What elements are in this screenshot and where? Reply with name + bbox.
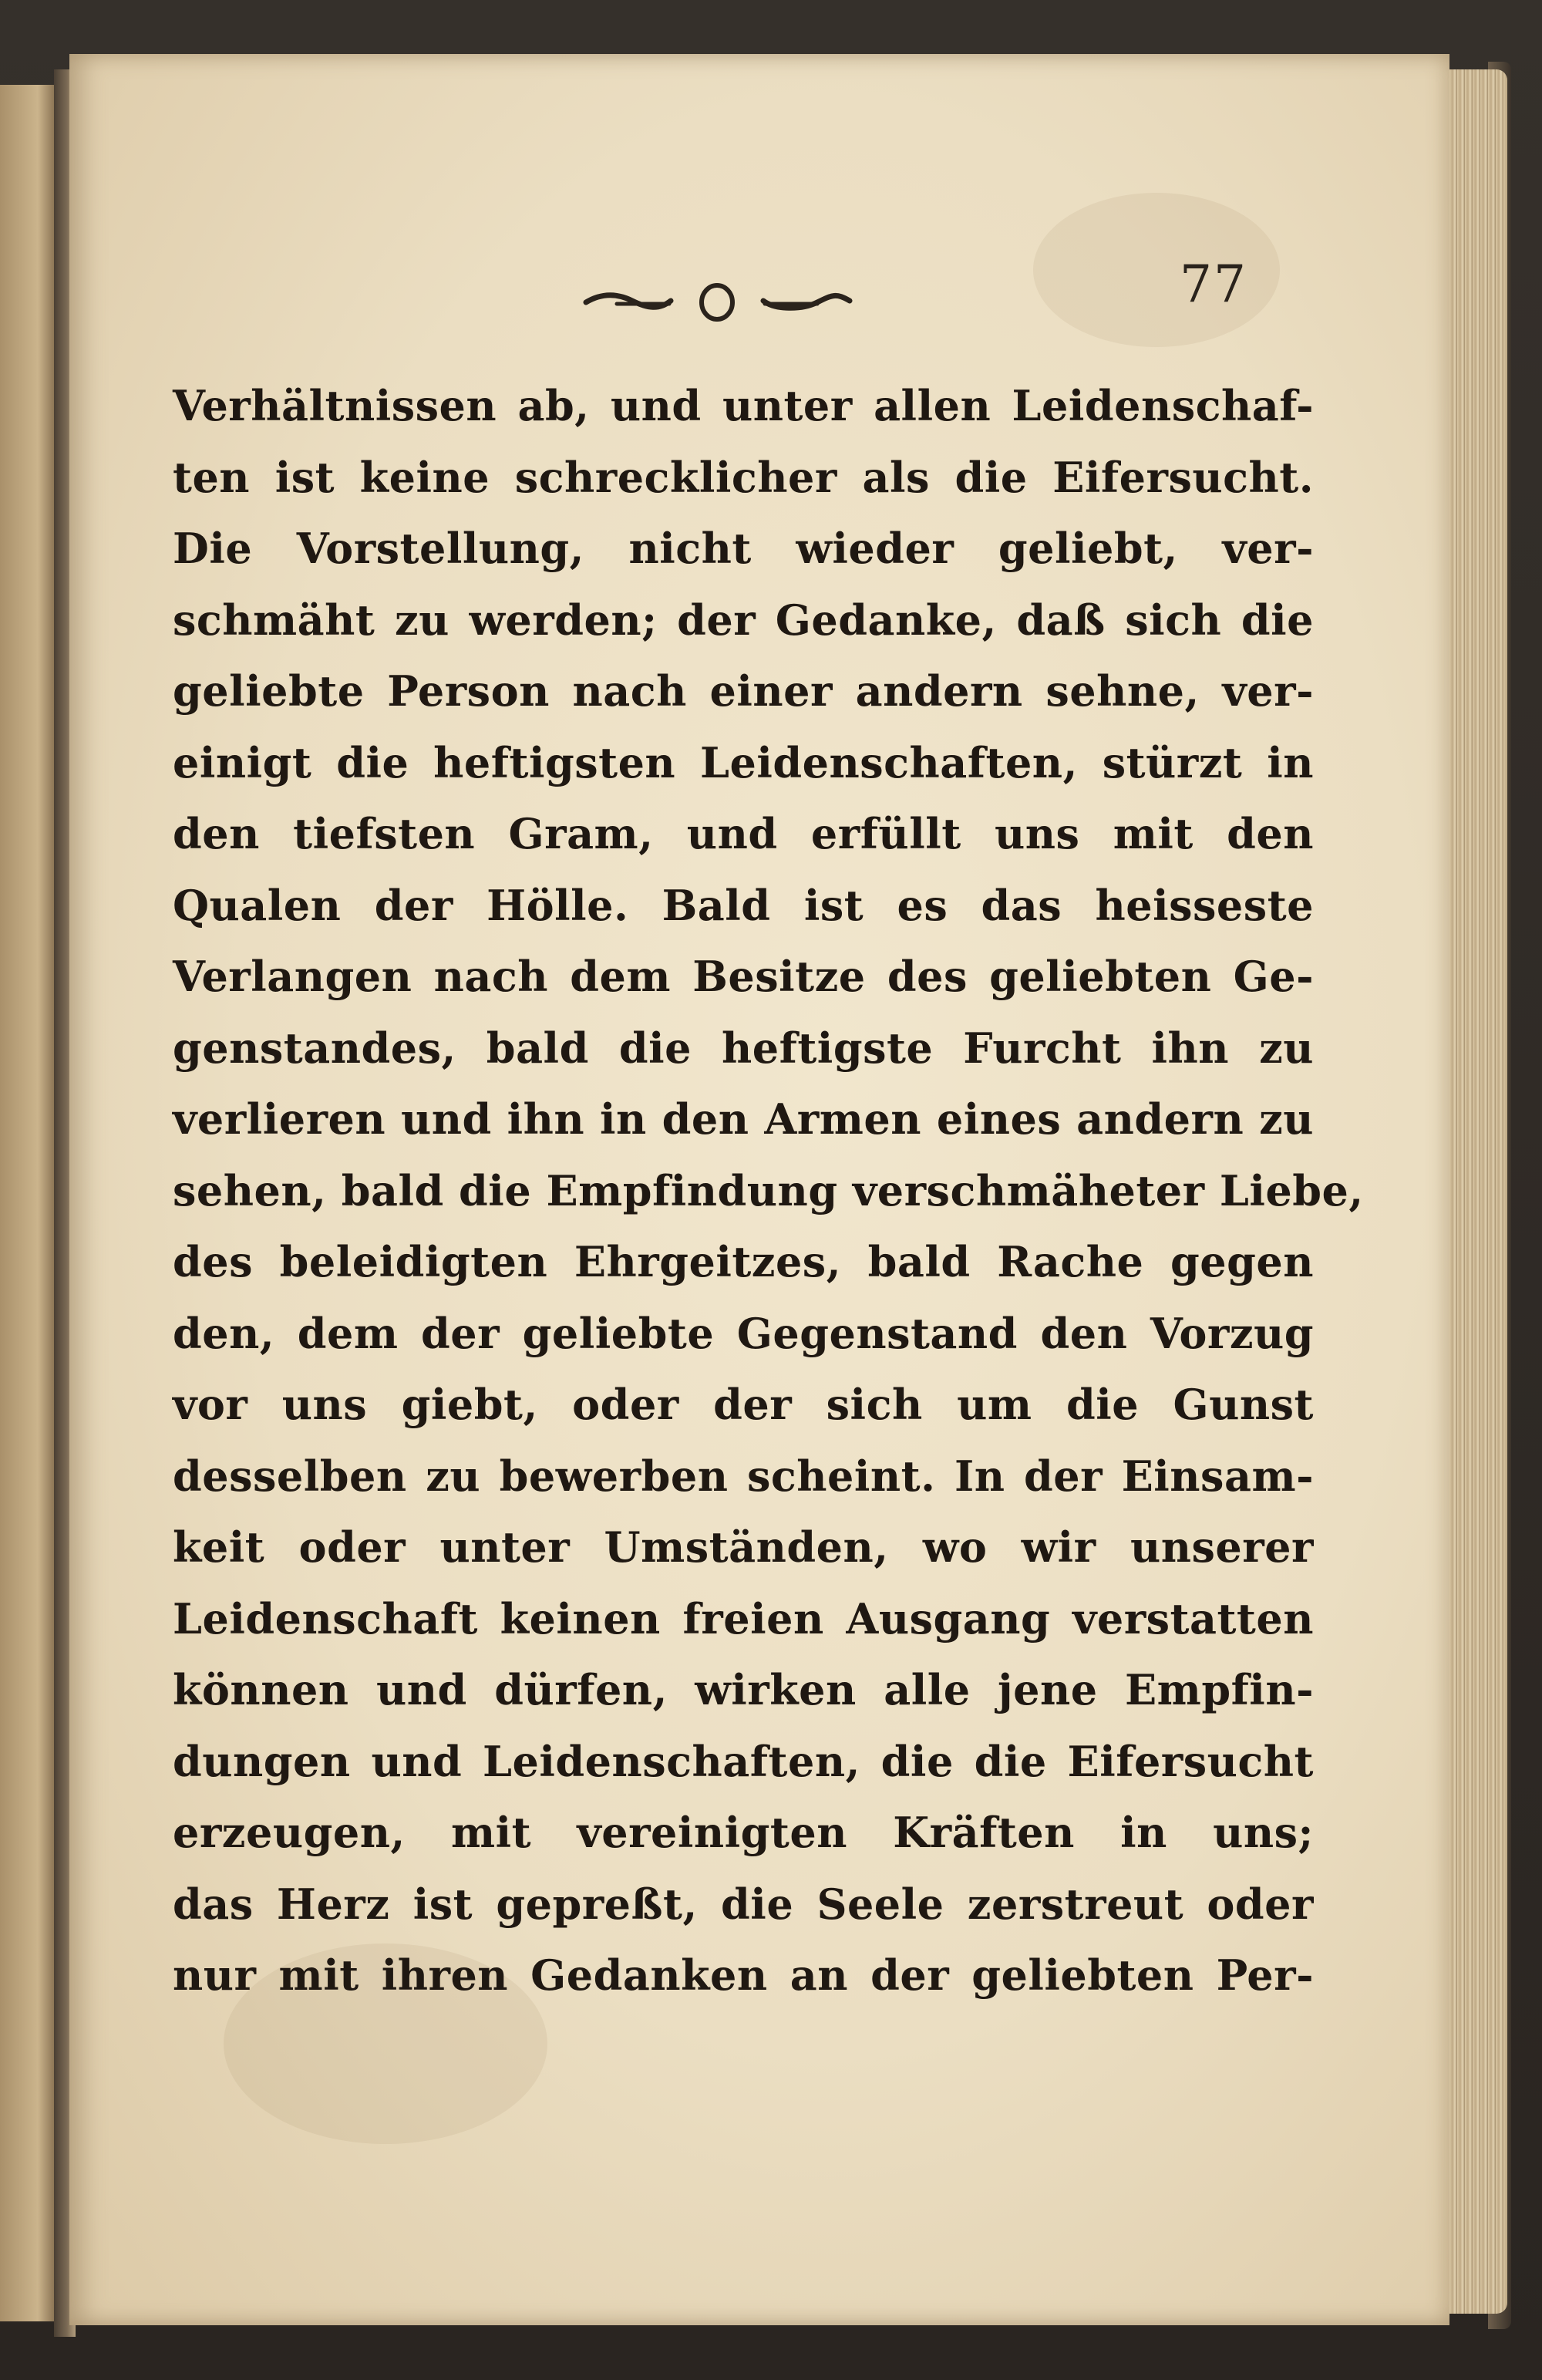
text-line: geliebte Person nach einer andern sehne, ver-: [173, 666, 1314, 716]
text-line: vor uns giebt, oder der sich um die Gunst: [173, 1380, 1314, 1429]
book-page: [69, 54, 1449, 2325]
text-line: Qualen der Hölle. Bald ist es das heisseste: [173, 880, 1314, 930]
text-line: das Herz ist gepreßt, die Seele zerstreut oder: [173, 1879, 1314, 1929]
text-line: schmäht zu werden; der Gedanke, daß sich die: [173, 595, 1314, 645]
text-line: den tiefsten Gram, und erfüllt uns mit den: [173, 809, 1314, 858]
text-line: können und dürfen, wirken alle jene Empfin-: [173, 1665, 1314, 1714]
text-line: des beleidigten Ehrgeitzes, bald Rache gegen: [173, 1237, 1314, 1286]
text-line: Die Vorstellung, nicht wieder geliebt, ver-: [173, 524, 1314, 573]
facing-page-edge: [0, 85, 54, 2321]
text-line: keit oder unter Umständen, wo wir unserer: [173, 1522, 1314, 1572]
text-line: erzeugen, mit vereinigten Kräften in uns;: [173, 1808, 1314, 1857]
text-line: genstandes, bald die heftigste Furcht ihn zu: [173, 1023, 1314, 1073]
text-line: einigt die heftigsten Leidenschaften, stürzt in: [173, 737, 1314, 787]
text-line: ten ist keine schrecklicher als die Eifersucht.: [173, 452, 1314, 502]
body-text: [173, 370, 1364, 2011]
text-line: desselben zu bewerben scheint. In der Einsam-: [173, 1451, 1314, 1501]
text-line: dungen und Leidenschaften, die die Eifersucht: [173, 1736, 1314, 1786]
text-line: Verhältnissen ab, und unter allen Leidenschaf-: [173, 381, 1314, 430]
text-line: den, dem der geliebte Gegenstand den Vorzug: [173, 1308, 1314, 1358]
text-line: Verlangen nach dem Besitze des geliebten Ge-: [173, 952, 1314, 1001]
text-line: Leidenschaft keinen freien Ausgang verstatten: [173, 1593, 1314, 1643]
text-line: sehen, bald die Empfindung verschmäheter Liebe,: [173, 1165, 1364, 1215]
text-line: nur mit ihren Gedanken an der geliebten Per-: [173, 1950, 1314, 2000]
text-line: verlieren und ihn in den Armen eines andern zu: [173, 1094, 1314, 1144]
page-number: 77: [1180, 255, 1247, 314]
header-ornament: [571, 270, 864, 332]
